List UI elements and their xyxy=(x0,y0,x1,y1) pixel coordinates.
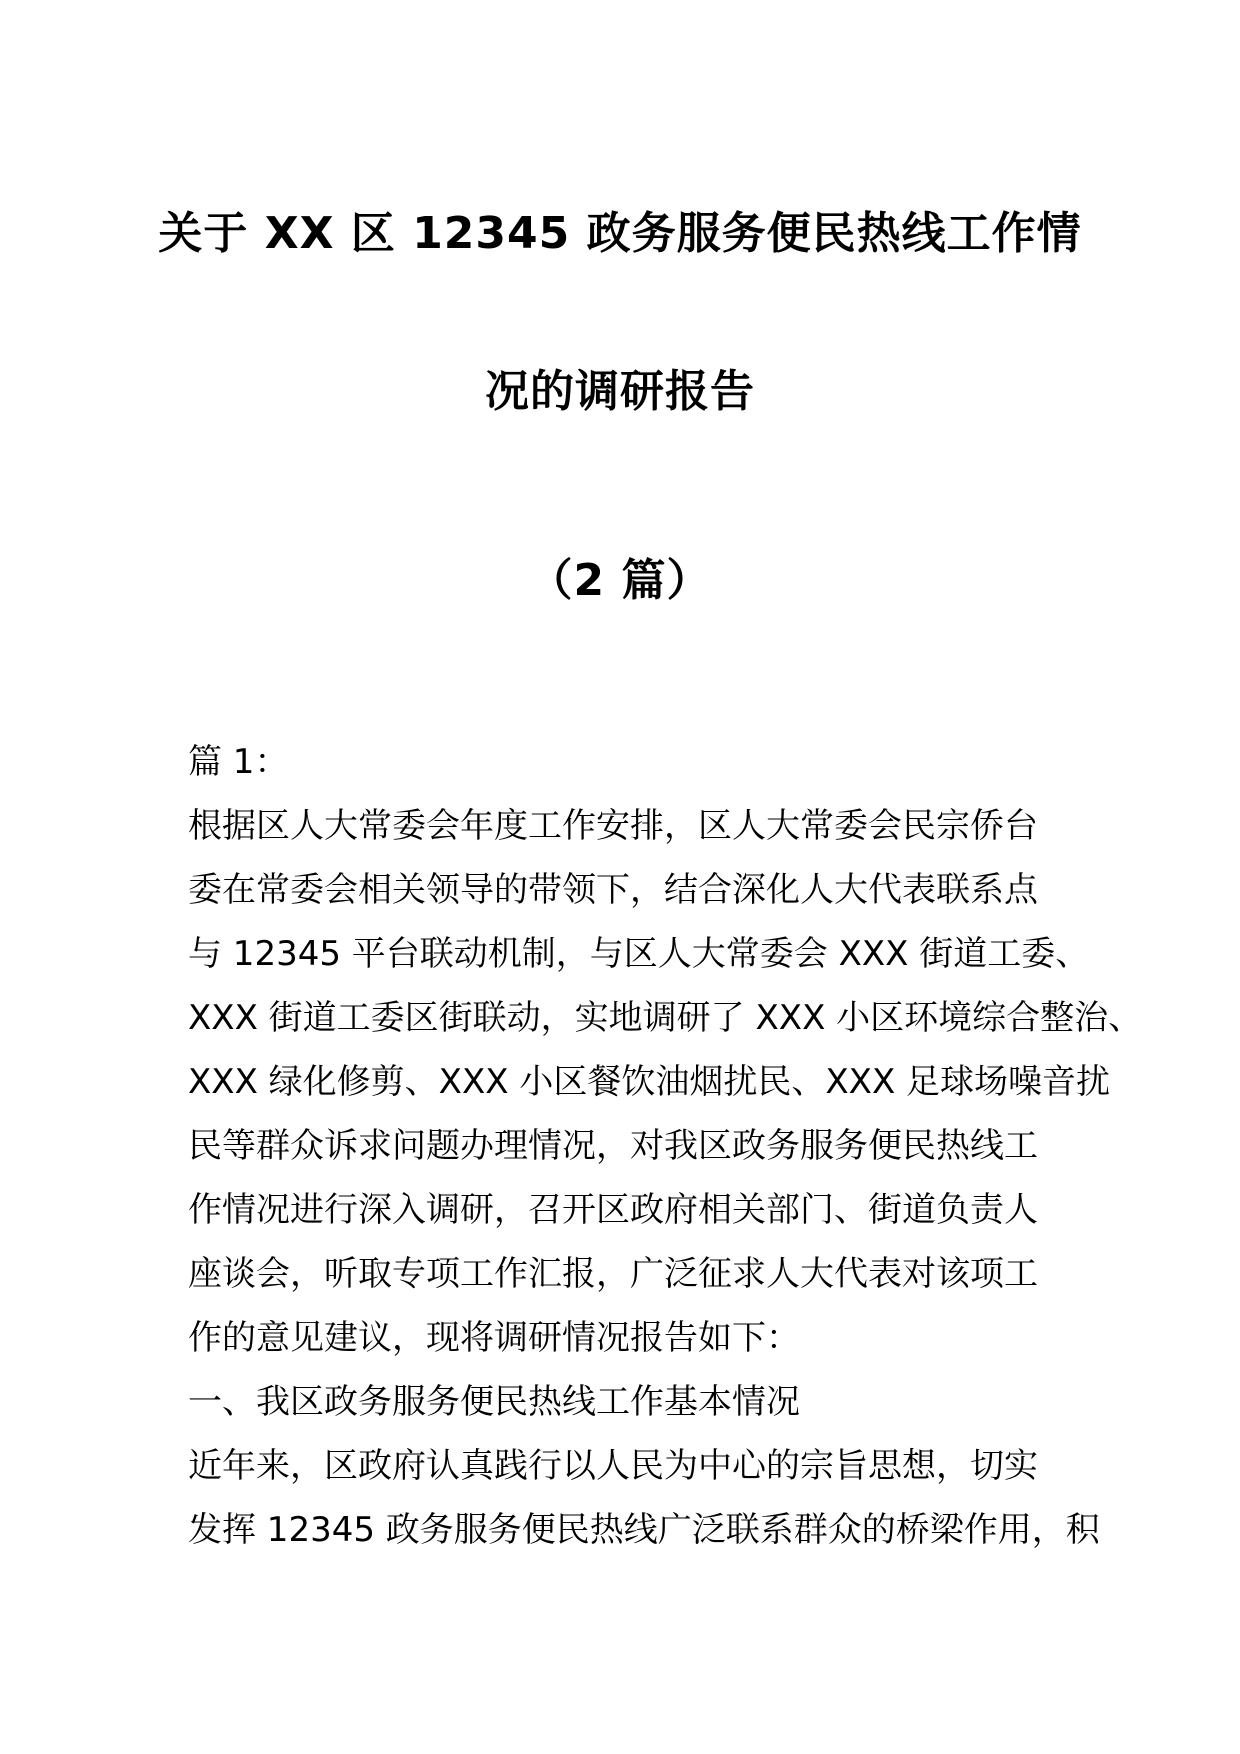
paragraph-line: 作情况进行深入调研，召开区政府相关部门、街道负责人 xyxy=(188,1190,1038,1230)
paragraph-line: 民等群众诉求问题办理情况，对我区政务服务便民热线工 xyxy=(188,1126,1038,1166)
paragraph-line: 近年来，区政府认真践行以人民为中心的宗旨思想，切实 xyxy=(188,1446,1038,1486)
paragraph-line: 作的意见建议，现将调研情况报告如下： xyxy=(188,1318,800,1358)
paragraph-line: 与 12345 平台联动机制，与区人大常委会 XXX 街道工委、 xyxy=(188,934,1090,974)
paragraph-line: XXX 街道工委区街联动，实地调研了 XXX 小区环境综合整治、 xyxy=(188,998,1143,1038)
paragraph-line: 发挥 12345 政务服务便民热线广泛联系群众的桥梁作用，积 xyxy=(188,1510,1100,1550)
paragraph-line: 根据区人大常委会年度工作安排，区人大常委会民宗侨台 xyxy=(188,806,1038,846)
document-title-line-1: 关于 XX 区 12345 政务服务便民热线工作情 xyxy=(158,208,1082,259)
section-label: 篇 1： xyxy=(188,742,289,782)
paragraph-line: XXX 绿化修剪、XXX 小区餐饮油烟扰民、XXX 足球场噪音扰 xyxy=(188,1062,1111,1102)
document-title-line-2: 况的调研报告 xyxy=(485,366,755,417)
document-subtitle-count: （2 篇） xyxy=(528,555,712,606)
document-body xyxy=(188,730,1143,1562)
paragraph-line: 座谈会，听取专项工作汇报，广泛征求人大代表对该项工 xyxy=(188,1254,1038,1294)
section-heading: 一、我区政务服务便民热线工作基本情况 xyxy=(188,1382,800,1422)
paragraph-line: 委在常委会相关领导的带领下，结合深化人大代表联系点 xyxy=(188,870,1038,910)
